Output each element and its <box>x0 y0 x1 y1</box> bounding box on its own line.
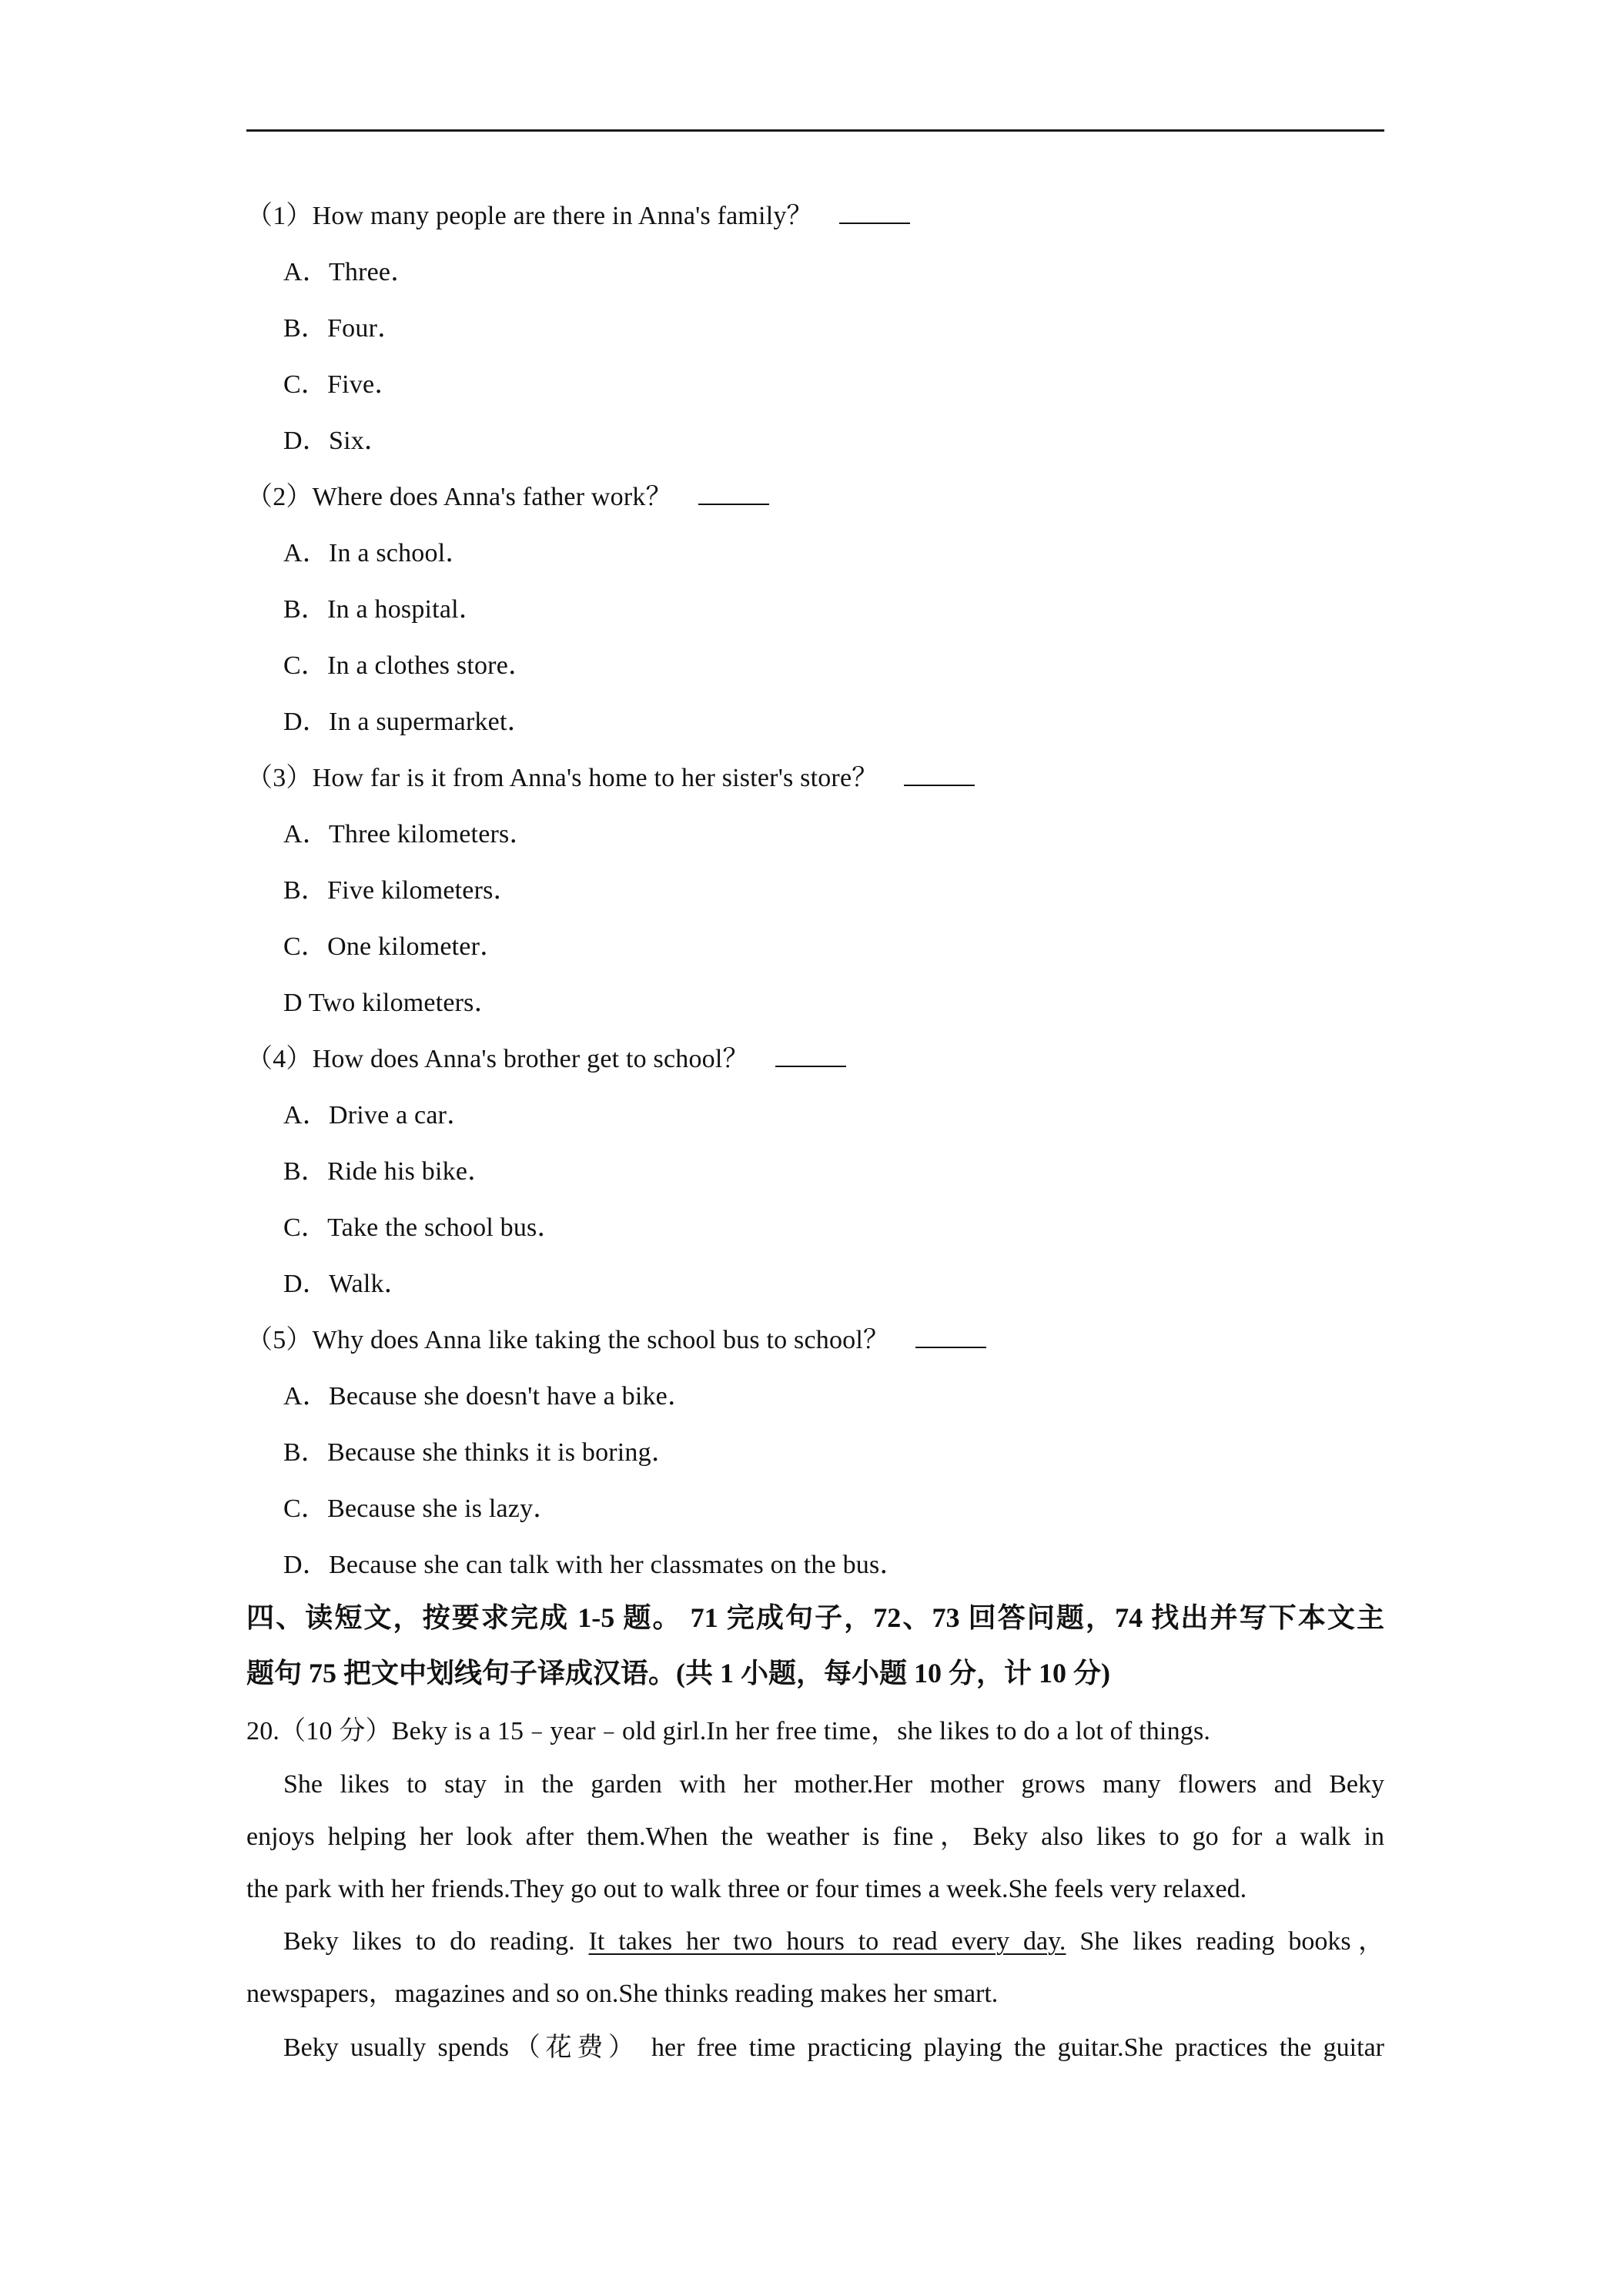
question-2-option-c: C．In a clothes store． <box>283 651 535 680</box>
section-4-heading-line-1: 四、读短文，按要求完成 1-5 题。 71 完成句子，72、73 回答问题，74 找出并写下本文主 <box>246 1602 1384 1633</box>
question-5-option-d: D．Because she can talk with her classmates on the bus． <box>283 1551 906 1579</box>
answer-blank-3[interactable] <box>904 763 975 786</box>
question-4-stem: （4）How does Anna's brother get to school？ <box>246 1042 846 1077</box>
answer-blank-5[interactable] <box>915 1325 986 1348</box>
question-20-intro: 20.（10 分）Beky is a 15﹣year﹣old girl.In her free time，she likes to do a lot of things. <box>246 1717 1211 1745</box>
question-3-option-b: B．Five kilometers． <box>283 876 520 905</box>
question-1-option-a: A．Three． <box>283 258 417 286</box>
question-4-option-c: C．Take the school bus． <box>283 1213 564 1242</box>
question-3-option-a: A．Three kilometers． <box>283 820 536 848</box>
question-2-option-d: D．In a supermarket． <box>283 708 534 736</box>
question-4-option-a: A．Drive a car． <box>283 1101 474 1130</box>
question-3-option-c: C．One kilometer． <box>283 932 507 961</box>
section-4-heading-line-2: 题句 75 把文中划线句子译成汉语。(共 1 小题，每小题 10 分，计 10 分) <box>246 1658 1110 1689</box>
answer-blank-1[interactable] <box>839 201 910 224</box>
question-3-option-d: D Two kilometers． <box>283 989 500 1017</box>
question-2-option-a: A．In a school． <box>283 539 472 567</box>
question-1-option-d: D．Six． <box>283 427 391 455</box>
question-1-option-b: B．Four． <box>283 314 404 343</box>
passage-p1-line-3: the park with her friends.They go out to walk three or four times a week.She feels very relaxed. <box>246 1875 1247 1903</box>
question-5-stem: （5）Why does Anna like taking the school bus to school？ <box>246 1323 986 1358</box>
answer-blank-4[interactable] <box>775 1044 846 1067</box>
question-4-option-b: B．Ride his bike． <box>283 1157 494 1186</box>
passage-p1-line-1: She likes to stay in the garden with her mother.Her mother grows many flowers and Beky <box>283 1770 1384 1799</box>
question-1-option-c: C．Five． <box>283 370 401 399</box>
question-2-stem: （2）Where does Anna's father work？ <box>246 480 769 515</box>
answer-blank-2[interactable] <box>698 482 769 505</box>
question-5-option-a: A．Because she doesn't have a bike． <box>283 1382 694 1411</box>
passage-p3-line-1: Beky usually spends（花费） her free time practicing playing the guitar.She practices the guitar <box>283 2033 1384 2062</box>
underlined-sentence: It takes her two hours to read every day. <box>588 1927 1066 1956</box>
question-3-stem: （3）How far is it from Anna's home to her sister's store？ <box>246 761 975 796</box>
question-4-option-d: D．Walk． <box>283 1270 410 1298</box>
passage-p1-line-2: enjoys helping her look after them.When the weather is fine，Beky also likes to go for a walk in <box>246 1822 1384 1851</box>
question-5-option-b: B．Because she thinks it is boring． <box>283 1438 678 1467</box>
question-5-option-c: C．Because she is lazy． <box>283 1494 560 1523</box>
question-1-stem: （1）How many people are there in Anna's family？ <box>246 199 910 234</box>
passage-p2-line-1: Beky likes to do reading. It takes her two hours to read every day. She likes reading books， <box>283 1927 1384 1956</box>
header-rule <box>246 129 1384 132</box>
question-2-option-b: B．In a hospital． <box>283 595 485 624</box>
passage-p2-line-2: newspapers，magazines and so on.She thinks reading makes her smart. <box>246 1980 999 2008</box>
